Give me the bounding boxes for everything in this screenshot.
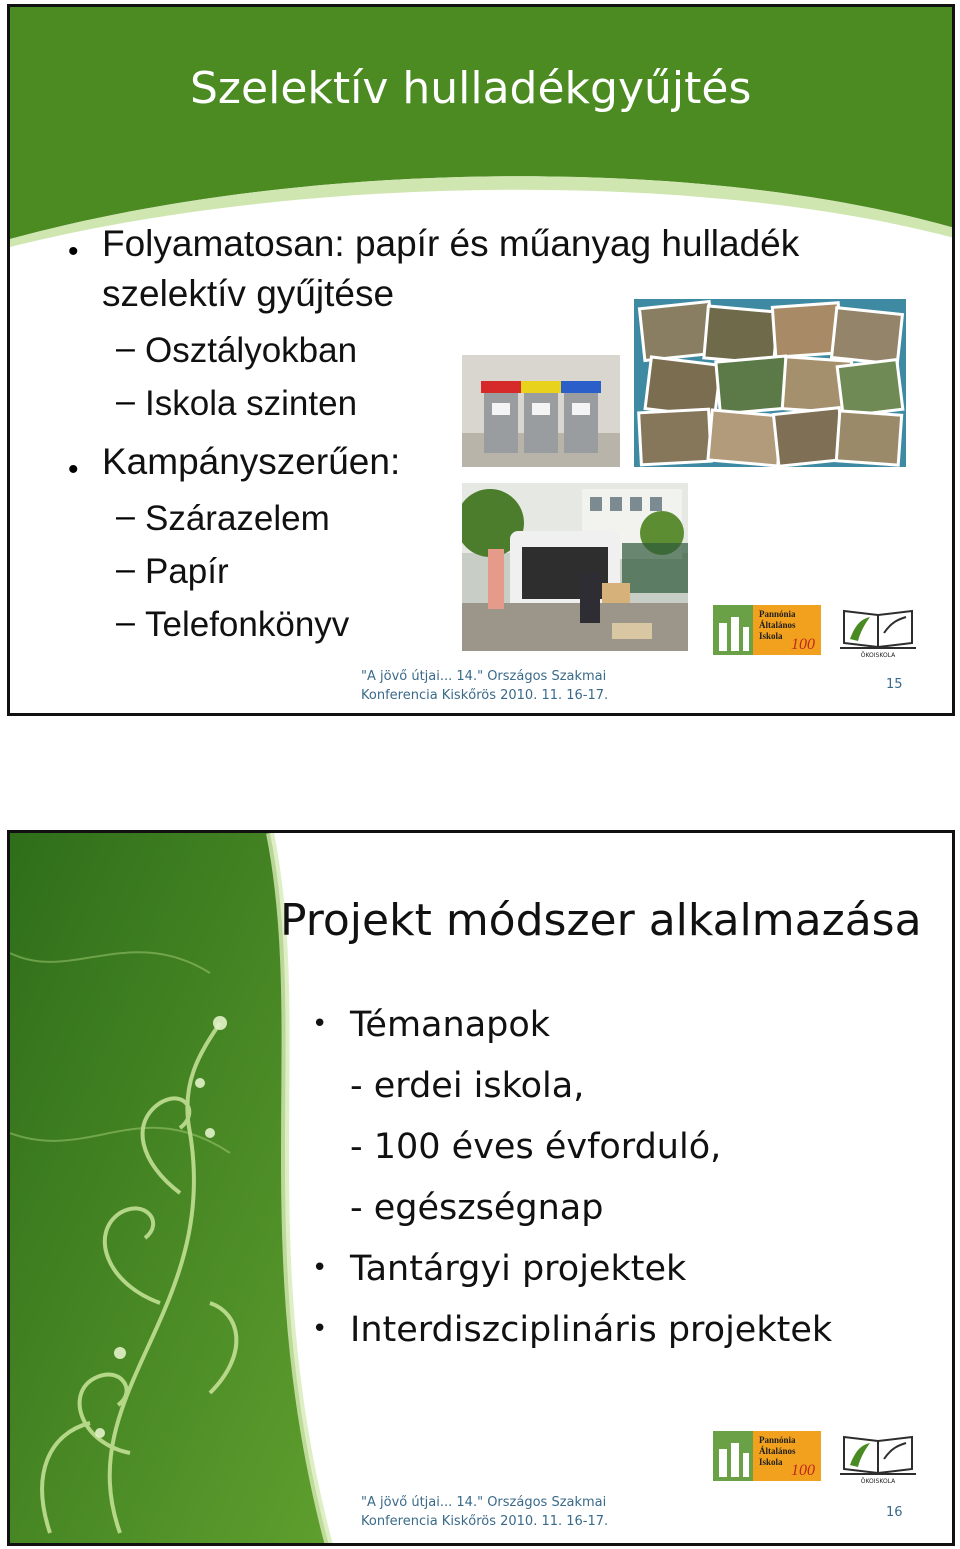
dash-icon: – [116,603,135,641]
logo-number: 100 [791,636,815,653]
dash-icon: – [116,550,135,588]
school-logo [713,605,821,655]
logo-text: Általános [759,620,796,630]
sub-bullet-text: Papír [145,552,229,591]
eco-school-logo [836,1429,920,1485]
sub-bullet-text: Osztályokban [145,331,358,370]
footer-text [361,1493,608,1531]
list-item: - 100 éves évforduló, [350,1127,722,1167]
recycling-bins-photo [462,355,620,467]
slide-title: Projekt módszer alkalmazása [280,895,922,946]
dash-icon: – [116,382,135,420]
logo-text: Pannónia [759,1435,796,1445]
logo-text: Iskola [759,631,783,641]
page-number: 15 [886,677,903,692]
footer-line: "A jövő útjai... 14." Országos Szakmai [361,669,607,684]
bullet-text: szelektív gyűjtése [102,273,395,314]
dash-icon: – [116,497,135,535]
title-banner [10,7,955,247]
bullet-icon: • [312,1009,328,1039]
school-logo [713,1431,821,1481]
logo-text: Általános [759,1446,796,1456]
list-item: Tantárgyi projektek [350,1249,687,1289]
class-photos-collage [634,299,906,467]
slide-title: Szelektív hulladékgyűjtés [190,63,752,114]
eco-logo-text: ÖKOISKOLA [860,652,896,659]
slide-16 [7,830,955,1546]
slide-15 [7,4,955,716]
bullet-text: Folyamatosan: papír és műanyag hulladék [102,223,800,264]
list-item: - erdei iskola, [350,1066,585,1106]
dash-icon: – [116,329,135,367]
bullet-icon: • [68,235,79,268]
bullet-icon: • [312,1314,328,1344]
logo-number: 100 [791,1462,815,1479]
sub-bullet-text: Iskola szinten [145,384,358,423]
sub-bullet-text: Telefonkönyv [145,605,350,644]
bullet-icon: • [68,453,79,486]
eco-logo-text: ÖKOISKOLA [860,1478,896,1485]
logo-text: Pannónia [759,609,796,619]
bullet-icon: • [312,1253,328,1283]
footer-line: Konferencia Kiskőrös 2010. 11. 16-17. [361,1514,609,1529]
list-item: Témanapok [350,1005,551,1045]
bullet-text: Kampányszerűen: [102,441,401,482]
eco-school-logo [836,603,920,659]
paper-collection-photo [462,483,688,651]
footer-line: "A jövő útjai... 14." Országos Szakmai [361,1495,607,1510]
sub-bullet-text: Szárazelem [145,499,330,538]
footer-text [361,667,608,705]
page-number: 16 [886,1505,903,1520]
list-item: Interdiszciplináris projektek [350,1310,833,1350]
logo-text: Iskola [759,1457,783,1467]
footer-line: Konferencia Kiskőrös 2010. 11. 16-17. [361,688,609,703]
list-item: - egészségnap [350,1188,604,1228]
